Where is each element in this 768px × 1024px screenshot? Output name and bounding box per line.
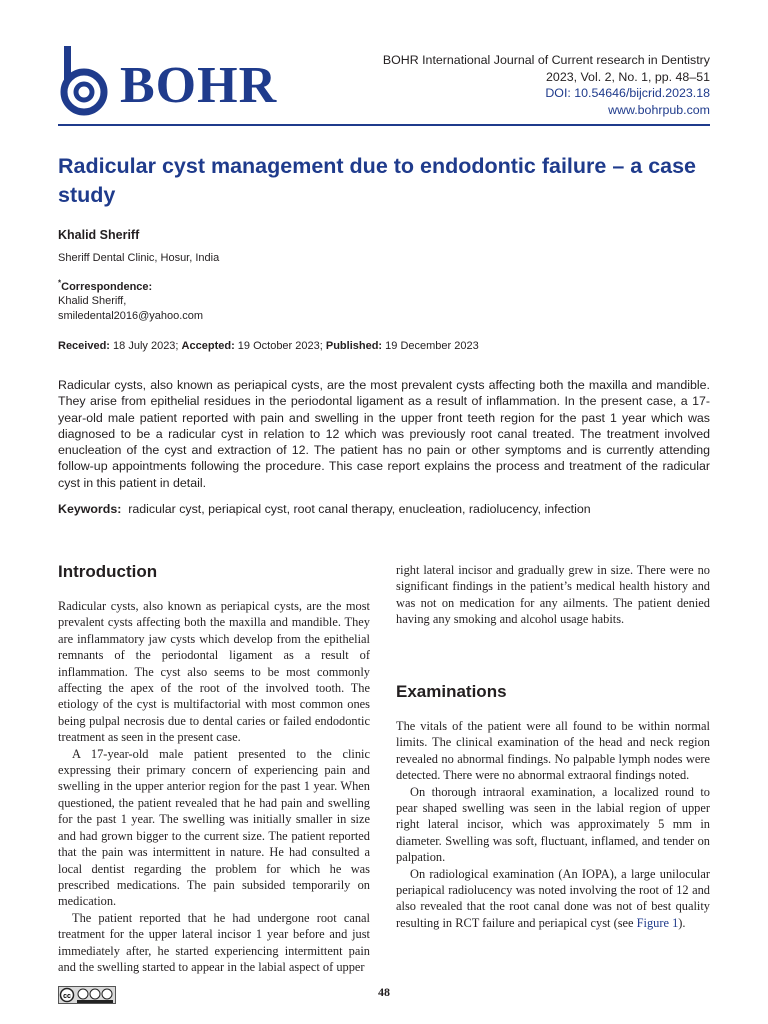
journal-citation: 2023, Vol. 2, No. 1, pp. 48–51 (546, 69, 710, 84)
abstract: Radicular cysts, also known as periapical cysts, are the most prevalent cysts affecting both the maxilla and mandible. They arise from epithelial residues in the periodontal ligament as a result of inflammation. In the present case, a 17-year-old male patient reported with pain and swelling in the upper front teeth region for the past 1 year which was diagnosed to be a radicular cyst in relation to 12 which was previously root canal treated. The treatment involved enucleation of the cyst and extraction of 12. The patient has no pain or other symptoms and is currently attending follow-up appointments following the procedure. This case report explains the process and treatment of the radicular cyst in this patient in detail. (58, 378, 710, 490)
page-number: 48 (378, 985, 390, 999)
introduction-heading: Introduction (58, 562, 158, 581)
examinations-heading: Examinations (396, 682, 507, 701)
exam-paragraph-3-text: On radiological examination (An IOPA), a large unilocular periapical radiolucency was noted involving the root of 12 and also revealed that the root canal done was not of best quality resulting in RCT failure and periapical cyst (see (396, 866, 710, 930)
introduction-body (58, 598, 370, 975)
intro-paragraph-2: A 17-year-old male patient presented to the clinic expressing their primary concern of experiencing pain and swelling in the upper anterior region for the past 1 year. When questioned, the patient revealed that he had pain and swelling for the past 1 year. The swelling was initially smaller in size and had grown bigger to the current size. The patient reported that the pain was intermittent in nature. He had consulted a local dentist regarding the problem for which he was prescribed medications. The pain subsided temporarily on medication. (58, 746, 370, 909)
journal-name: BOHR International Journal of Current research in Dentistry (382, 53, 710, 67)
published-label: Published: (325, 340, 383, 352)
article-title: Radicular cyst management due to endodontic failure – a case study (58, 154, 697, 207)
examinations-body (396, 718, 710, 931)
bohr-logo-icon (58, 44, 118, 116)
intro-paragraph-3: The patient reported that he had undergone root canal treatment for the upper lateral incisor 1 year before and just immediately after, he started experiencing intermittent pain and the swelling started to appear in the labial aspect of upper (58, 910, 370, 974)
published-date: 19 December 2023 (385, 340, 479, 352)
doi-link[interactable]: DOI: 10.54646/bijcrid.2023.18 (545, 86, 710, 100)
logo-wordmark: BOHR (120, 57, 278, 114)
journal-info (290, 52, 710, 118)
figure-1-link[interactable]: Figure 1 (636, 915, 679, 930)
correspondence-marker: * (58, 278, 62, 287)
cc-by-nc-nd-icon[interactable] (58, 986, 116, 1004)
creative-commons-icon (59, 987, 115, 1003)
intro-paragraph-1: Radicular cysts, also known as periapical cysts, are the most prevalent cysts affecting both the maxilla and mandible. They are inflammatory jaw cysts which develop from the epithelial remnants of the periodontal ligament as a result of inflammation. The cyst also seems to be most commonly affecting the apex of the root of the involved tooth. The etiology of the cyst is multifactorial with most common ones being pulpal necrosis due to dental caries or failed endodontic treatment as seen in the present case. (58, 599, 370, 745)
correspondence (58, 276, 203, 323)
keywords (58, 502, 710, 516)
accepted-date: 19 October 2023; (237, 340, 323, 352)
introduction-continued (396, 562, 710, 628)
exam-paragraph-3 (396, 866, 710, 932)
exam-paragraph-1: The vitals of the patient were all found to be within normal limits. The clinical examination of the head and neck region revealed no abnormal findings. No palpable lymph nodes were detected. There were no abnormal extraoral findings noted. (396, 719, 710, 783)
correspondence-name: Khalid Sheriff, (58, 295, 127, 308)
received-label: Received: (58, 340, 110, 352)
affiliation: Sheriff Dental Clinic, Hosur, India (58, 252, 220, 264)
header-rule (58, 124, 710, 126)
publication-dates (58, 340, 479, 352)
correspondence-label: Correspondence: (61, 280, 153, 293)
correspondence-email[interactable]: smiledental2016@yahoo.com (58, 309, 204, 322)
exam-paragraph-3-end: ). (678, 915, 686, 930)
keywords-text: radicular cyst, periapical cyst, root canal therapy, enucleation, radiolucency, infection (128, 502, 591, 516)
received-date: 18 July 2023; (113, 340, 179, 352)
author-name: Khalid Sheriff (58, 228, 140, 242)
bohr-logo (58, 44, 288, 116)
svg-text:cc: cc (63, 993, 71, 1000)
intro-paragraph-3-continued: right lateral incisor and gradually grew in size. There were no significant findings in the patient’s medical health history and was not on medication for any ailments. The patient denied having any smoking and alcohol usage habits. (396, 563, 710, 627)
exam-paragraph-2: On thorough intraoral examination, a localized round to pear shaped swelling was seen in the labial region of upper right lateral incisor, which was approximately 5 mm in diameter. Swelling was soft, fluctuant, inflamed, and tender on palpation. (396, 784, 710, 865)
keywords-label: Keywords: (58, 502, 122, 516)
website-link[interactable]: www.bohrpub.com (608, 102, 710, 117)
accepted-label: Accepted: (181, 340, 235, 352)
